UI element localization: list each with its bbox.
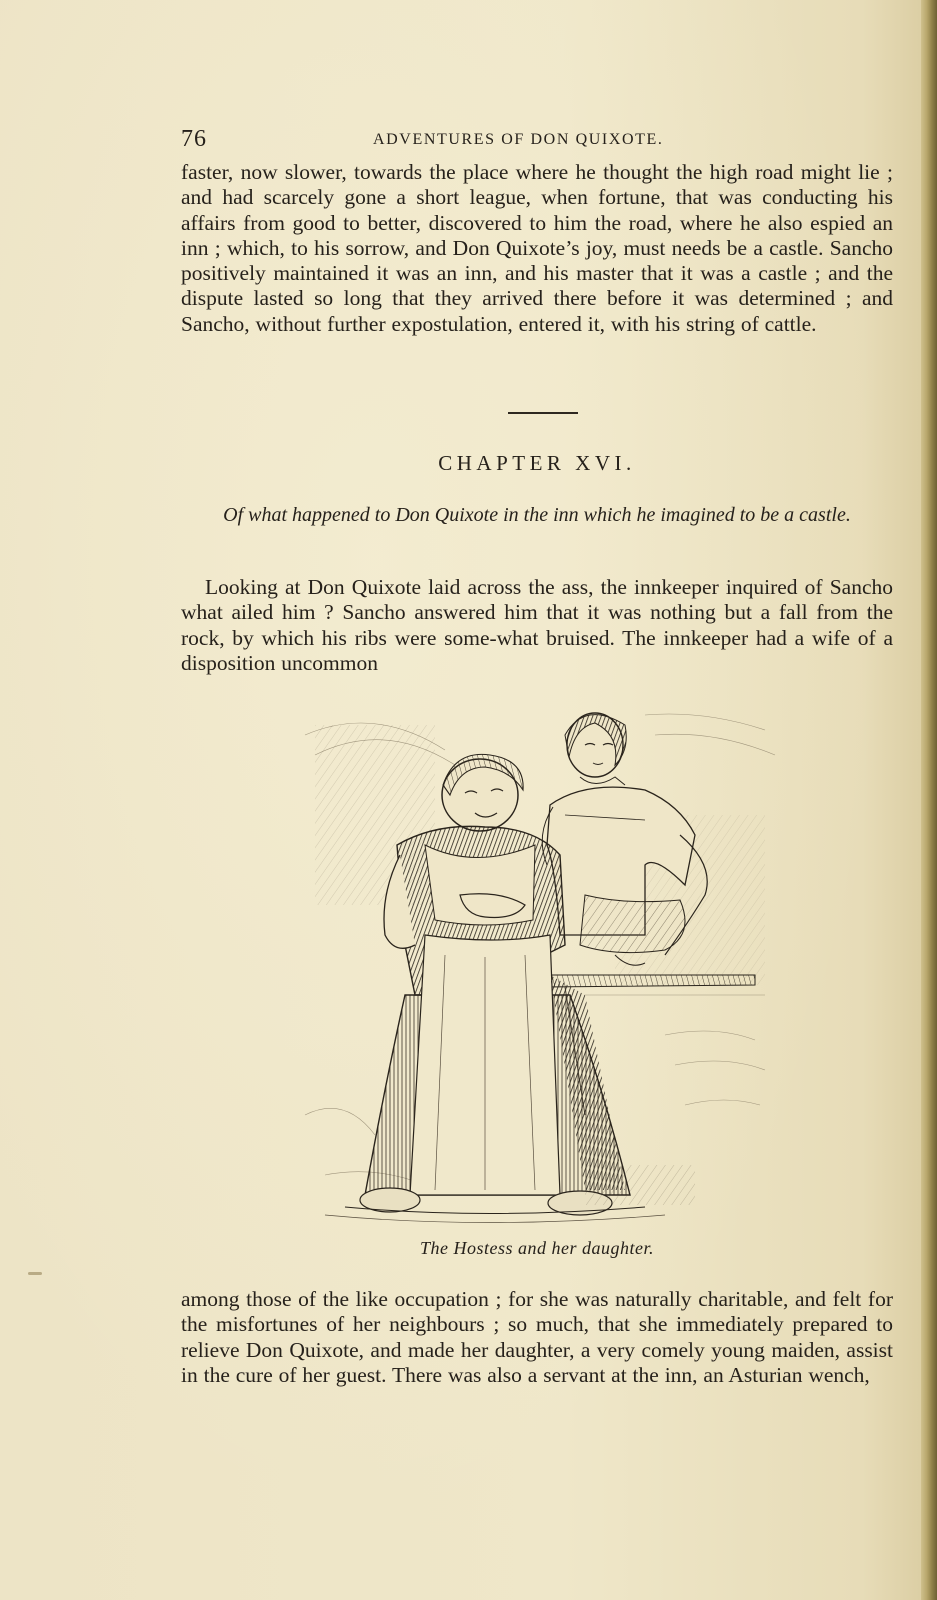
engraving-drawing bbox=[285, 695, 785, 1230]
running-head: ADVENTURES OF DON QUIXOTE. bbox=[373, 131, 664, 148]
page-edge bbox=[921, 0, 937, 1600]
page-number: 76 bbox=[181, 126, 207, 152]
paragraph-after-illustration: among those of the like occupation ; for she was naturally charitable, and felt for the misfortunes of her neighbours ; so much, that she immediately prepared to relieve Don Quixote, and made her daughter, a very comely young maiden, assist in the cure of her guest. There was also a servant at the inn, an Asturian wench, bbox=[181, 1287, 893, 1387]
chapter-heading: CHAPTER XVI. bbox=[438, 451, 636, 475]
engraving-illustration bbox=[285, 695, 785, 1230]
paragraph-continuation: faster, now slower, towards the place where he thought the high road might lie ; and had scarcely gone a short league, when fortune, that was conducting his affairs from good to better, discovered to him the road, where he also espied an inn ; which, to his sorrow, and Don Quixote’s joy, must needs be a castle. Sancho positively maintained it was an inn, and his master that it was a castle ; and the dispute lasted so long that they arrived there before it was determined ; and Sancho, without further expostulation, entered it, with his string of cattle. bbox=[181, 160, 893, 336]
paragraph-opening: Looking at Don Quixote laid across the ass, the innkeeper inquired of Sancho what ailed him ? Sancho answered him that it was nothing but a fall from the rock, by which his ribs were some-what bruised. The innkeeper had a wife of a disposition uncommon bbox=[181, 575, 893, 675]
illustration-caption: The Hostess and her daughter. bbox=[420, 1238, 654, 1258]
paper-smudge bbox=[28, 1272, 42, 1275]
chapter-subtitle: Of what happened to Don Quixote in the inn which he imagined to be a castle. bbox=[223, 504, 851, 526]
daughter-figure bbox=[542, 713, 707, 965]
page-header bbox=[181, 126, 883, 154]
section-divider bbox=[508, 412, 578, 414]
